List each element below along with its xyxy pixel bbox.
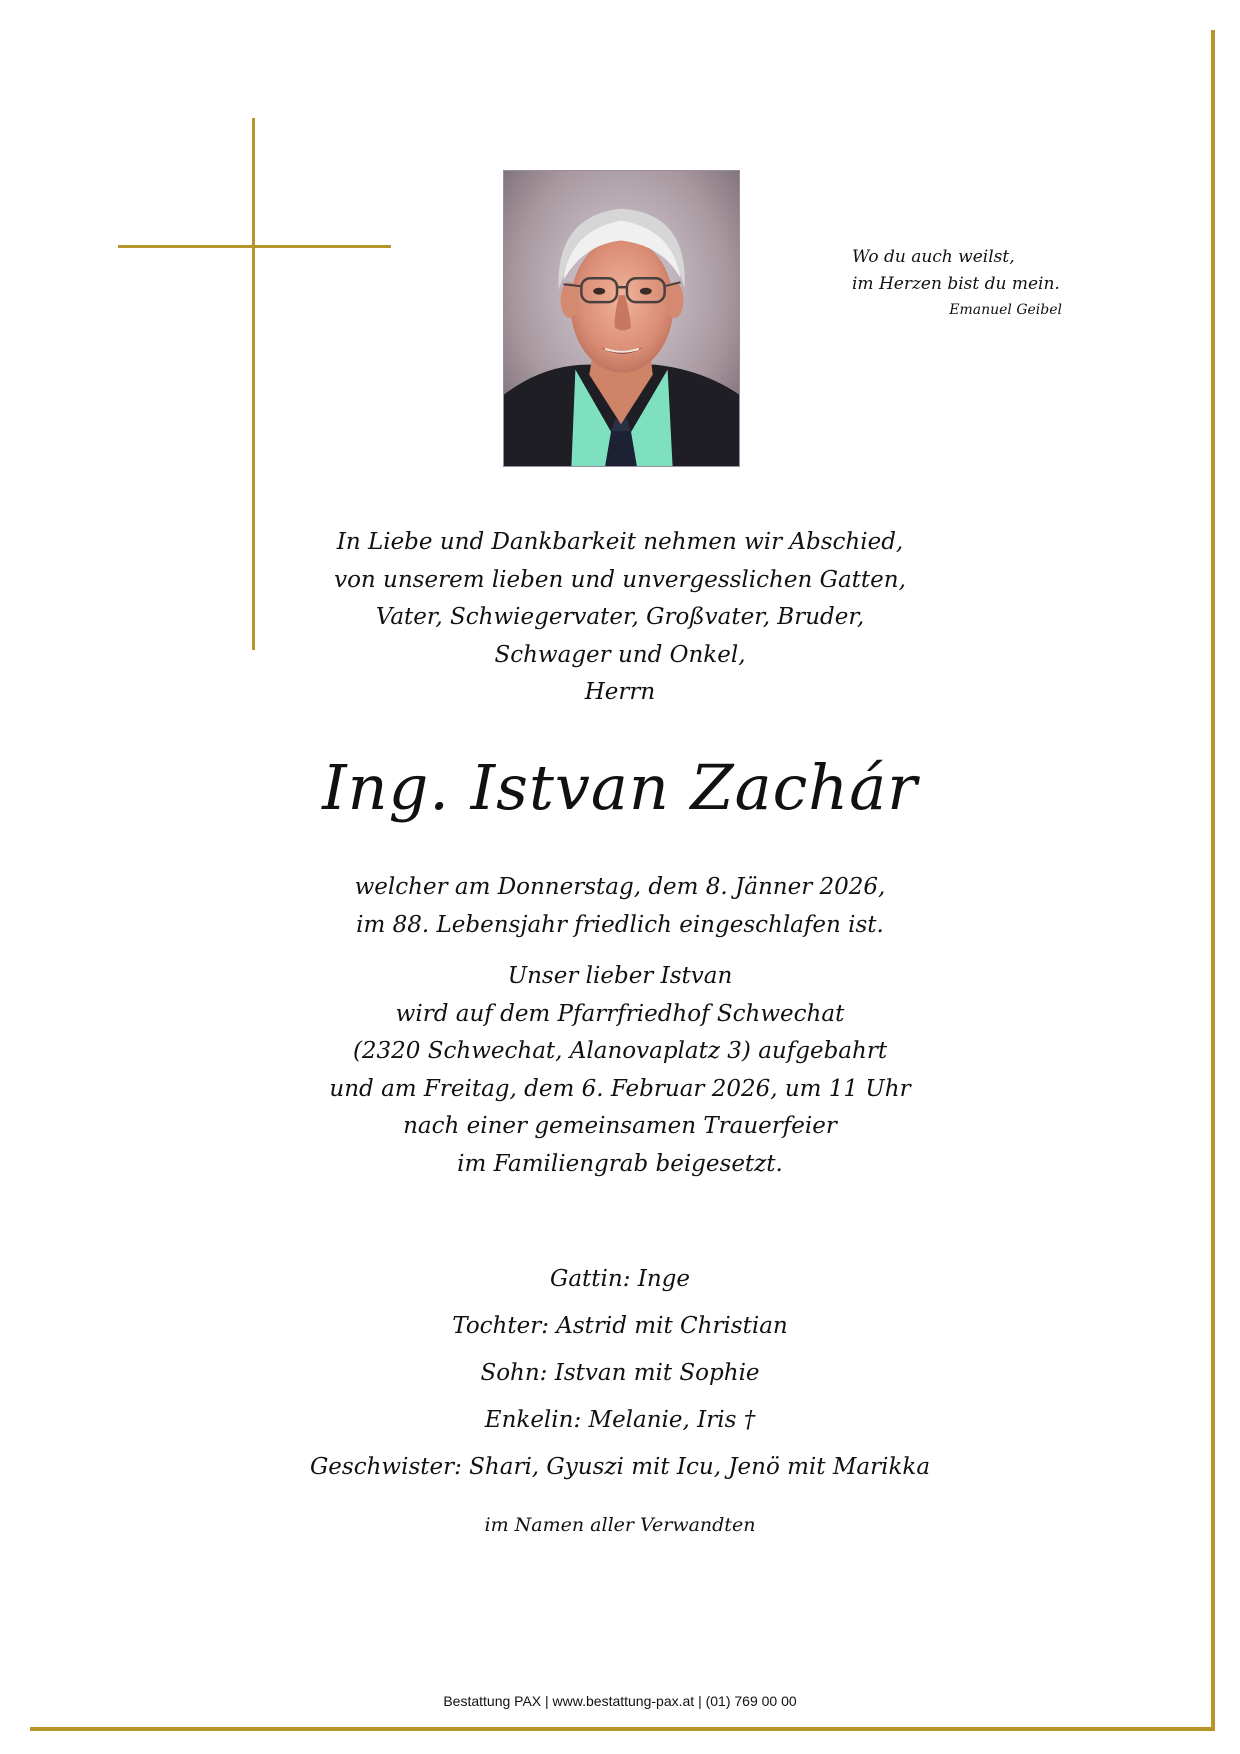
- family-member-line: Tochter: Astrid mit Christian: [452, 1313, 788, 1339]
- intro-line: von unserem lieben und unvergesslichen Gatten,: [334, 566, 906, 593]
- cross-horizontal-bar: [118, 245, 391, 248]
- funeral-line: Unser lieber Istvan: [507, 963, 733, 989]
- funeral-line: und am Freitag, dem 6. Februar 2026, um 11 Uhr: [329, 1075, 911, 1102]
- death-line: welcher am Donnerstag, dem 8. Jänner 2026,: [354, 874, 886, 900]
- family-list: [180, 1256, 1060, 1491]
- family-member-line: Enkelin: Melanie, Iris †: [484, 1407, 756, 1433]
- deceased-name: Ing. Istvan Zachár: [322, 751, 918, 824]
- funeral-line: im Familiengrab beigesetzt.: [457, 1150, 783, 1177]
- portrait-photo: [503, 170, 740, 467]
- quote-line: Wo du auch weilst,: [852, 247, 1015, 267]
- frame-right-border: [1211, 30, 1215, 1731]
- intro-text: [230, 524, 1010, 712]
- frame-bottom-border: [30, 1727, 1215, 1731]
- intro-line: In Liebe und Dankbarkeit nehmen wir Abschied,: [336, 529, 904, 555]
- family-member-line: Geschwister: Shari, Gyuszi mit Icu, Jenö mit Marikka: [309, 1454, 931, 1480]
- intro-line: Vater, Schwiegervater, Großvater, Bruder,: [375, 604, 865, 630]
- poem-quote: [852, 244, 1072, 298]
- funeral-details: [230, 958, 1010, 1183]
- funeral-line: wird auf dem Pfarrfriedhof Schwechat: [395, 1000, 845, 1027]
- death-notice: [230, 869, 1010, 944]
- family-member-line: Sohn: Istvan mit Sophie: [480, 1360, 760, 1386]
- funeral-line: (2320 Schwechat, Alanovaplatz 3) aufgebahrt: [352, 1038, 888, 1064]
- family-member-line: Gattin: Inge: [549, 1266, 691, 1292]
- funeral-home-footer: Bestattung PAX | www.bestattung-pax.at | (01) 769 00 00: [443, 1693, 797, 1709]
- intro-line: Schwager und Onkel,: [494, 641, 746, 668]
- intro-line: Herrn: [584, 679, 656, 705]
- closing-line: im Namen aller Verwandten: [484, 1514, 756, 1536]
- death-line: im 88. Lebensjahr friedlich eingeschlafen ist.: [356, 911, 884, 938]
- funeral-line: nach einer gemeinsamen Trauerfeier: [403, 1113, 837, 1139]
- quote-author: Emanuel Geibel: [949, 302, 1062, 318]
- quote-line: im Herzen bist du mein.: [852, 274, 1060, 294]
